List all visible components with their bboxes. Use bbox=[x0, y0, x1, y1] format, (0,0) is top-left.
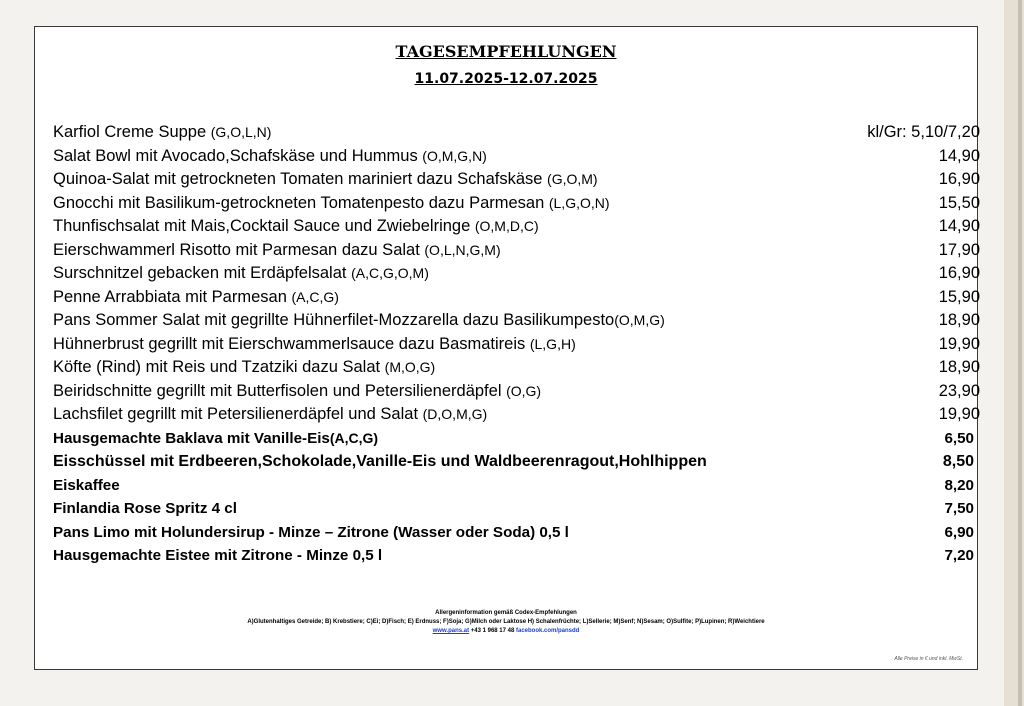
item-name: Hühnerbrust gegrillt mit Eierschwammerlsauce dazu Basmatireis (L,G,H) bbox=[53, 334, 576, 353]
item-price: 6,90 bbox=[944, 523, 974, 541]
allergen-title: Allergeninformation gemäß Codex-Empfehlungen bbox=[435, 610, 577, 616]
item-price: 18,90 bbox=[938, 311, 980, 329]
allergen-legend: A)Glutenhaltiges Getreide; B) Krebstiere; C)Ei; D)Fisch; E) Erdnuss; F)Soja; G)Milch oder Laktose H) Schalenfrüchte; L)Sellerie; M)Senf; N)Sesam; O)Sulfite; P)Lupinen; R)Weichtiere bbox=[247, 619, 765, 625]
item-name: Salat Bowl mit Avocado,Schafskäse und Hummus (O,M,G,N) bbox=[53, 146, 487, 165]
menu-item bbox=[53, 474, 981, 498]
item-price: 14,90 bbox=[938, 217, 980, 235]
menu-items bbox=[53, 121, 981, 568]
menu-item bbox=[53, 215, 981, 239]
item-price: 16,90 bbox=[938, 170, 980, 188]
item-allergens: (L,G,O,N) bbox=[548, 194, 610, 211]
item-price: 23,90 bbox=[938, 381, 980, 400]
item-price: 8,50 bbox=[942, 453, 974, 470]
item-price: 18,90 bbox=[938, 358, 980, 376]
contact-line bbox=[35, 627, 977, 636]
item-name: Hausgemachte Baklava mit Vanille-Eis(A,C,G) bbox=[53, 429, 379, 447]
item-name: Eisschüssel mit Erdbeeren,Schokolade,Vanille-Eis und Waldbeerenragout,Hohlhippen bbox=[53, 453, 707, 470]
website-link[interactable]: www.pans.at bbox=[432, 628, 470, 634]
item-price: 17,90 bbox=[938, 240, 980, 259]
item-price: 16,90 bbox=[938, 264, 980, 282]
item-price: kl/Gr: 5,10/7,20 bbox=[867, 123, 980, 141]
prices-note: Alle Preise in € und inkl. MwSt. bbox=[894, 656, 963, 662]
menu-item bbox=[53, 450, 981, 474]
menu-item bbox=[53, 403, 981, 427]
menu-item bbox=[53, 192, 981, 216]
item-allergens: (L,G,H) bbox=[529, 335, 576, 352]
item-allergens: (G,O,M) bbox=[547, 171, 598, 187]
item-name: Beiridschnitte gegrillt mit Butterfisolen und Petersilienerdäpfel (O,G) bbox=[53, 381, 542, 400]
menu-page bbox=[34, 26, 978, 670]
item-name: Karfiol Creme Suppe (G,O,L,N) bbox=[53, 123, 272, 141]
item-allergens: (A,C,G,O,M) bbox=[351, 265, 429, 281]
item-allergens: (A,C,G) bbox=[329, 429, 379, 446]
menu-item bbox=[53, 121, 981, 145]
item-name: Pans Sommer Salat mit gegrillte Hühnerfilet-Mozzarella dazu Basilikumpesto(O,M,G) bbox=[53, 311, 665, 329]
menu-item bbox=[53, 356, 981, 380]
item-allergens: (O,M,G) bbox=[614, 312, 665, 328]
scrollbar-track[interactable] bbox=[1018, 0, 1022, 706]
item-name: Eiskaffee bbox=[53, 476, 120, 494]
item-name: Penne Arrabbiata mit Parmesan (A,C,G) bbox=[53, 287, 339, 306]
item-allergens: (O,M,G,N) bbox=[422, 147, 487, 164]
menu-item bbox=[53, 497, 981, 521]
item-price: 19,90 bbox=[938, 334, 980, 353]
item-name: Thunfischsalat mit Mais,Cocktail Sauce und Zwiebelringe (O,M,D,C) bbox=[53, 217, 539, 235]
item-price: 7,50 bbox=[944, 500, 974, 517]
item-allergens: (O,M,D,C) bbox=[474, 218, 539, 234]
menu-item bbox=[53, 309, 981, 333]
menu-item bbox=[53, 239, 981, 263]
item-name: Finlandia Rose Spritz 4 cl bbox=[53, 500, 237, 517]
item-price: 19,90 bbox=[938, 405, 980, 423]
item-allergens: (A,C,G) bbox=[291, 288, 339, 305]
item-allergens: (O,G) bbox=[506, 382, 542, 399]
item-price: 15,50 bbox=[938, 193, 980, 212]
facebook-link[interactable]: facebook.com/pansdd bbox=[515, 628, 580, 634]
item-name: Hausgemachte Eistee mit Zitrone - Minze 0,5 l bbox=[53, 547, 383, 564]
item-allergens: (M,O,G) bbox=[384, 359, 436, 375]
item-allergens: (D,O,M,G) bbox=[422, 406, 488, 422]
item-price: 15,90 bbox=[938, 287, 980, 306]
item-name: Köfte (Rind) mit Reis und Tzatziki dazu Salat (M,O,G) bbox=[53, 358, 436, 376]
item-allergens: (G,O,L,N) bbox=[210, 124, 272, 140]
menu-item bbox=[53, 380, 981, 404]
item-allergens: (O,L,N,G,M) bbox=[424, 241, 501, 258]
item-price: 14,90 bbox=[938, 146, 980, 165]
menu-item bbox=[53, 286, 981, 310]
date-range: 11.07.2025-12.07.2025 bbox=[414, 71, 598, 87]
item-price: 7,20 bbox=[944, 547, 974, 564]
window-right-edge bbox=[1004, 0, 1024, 706]
item-name: Surschnitzel gebacken mit Erdäpfelsalat (A,C,G,O,M) bbox=[53, 264, 429, 282]
item-name: Eierschwammerl Risotto mit Parmesan dazu Salat (O,L,N,G,M) bbox=[53, 240, 501, 259]
item-name: Pans Limo mit Holundersirup - Minze – Zitrone (Wasser oder Soda) 0,5 l bbox=[53, 523, 569, 541]
item-price: 6,50 bbox=[944, 429, 974, 447]
menu-item bbox=[53, 168, 981, 192]
menu-item bbox=[53, 145, 981, 169]
menu-item bbox=[53, 262, 981, 286]
item-name: Quinoa-Salat mit getrockneten Tomaten mariniert dazu Schafskäse (G,O,M) bbox=[53, 170, 598, 188]
item-price: 8,20 bbox=[944, 476, 974, 494]
allergen-footer bbox=[35, 609, 977, 636]
item-name: Gnocchi mit Basilikum-getrockneten Tomatenpesto dazu Parmesan (L,G,O,N) bbox=[53, 193, 610, 212]
page-title: TAGESEMPFEHLUNGEN bbox=[395, 42, 617, 61]
menu-item bbox=[53, 521, 981, 545]
menu-item bbox=[53, 427, 981, 451]
item-name: Lachsfilet gegrillt mit Petersilienerdäpfel und Salat (D,O,M,G) bbox=[53, 405, 488, 423]
menu-item bbox=[53, 333, 981, 357]
menu-item bbox=[53, 544, 981, 568]
phone-number: +43 1 968 17 48 bbox=[470, 628, 515, 634]
